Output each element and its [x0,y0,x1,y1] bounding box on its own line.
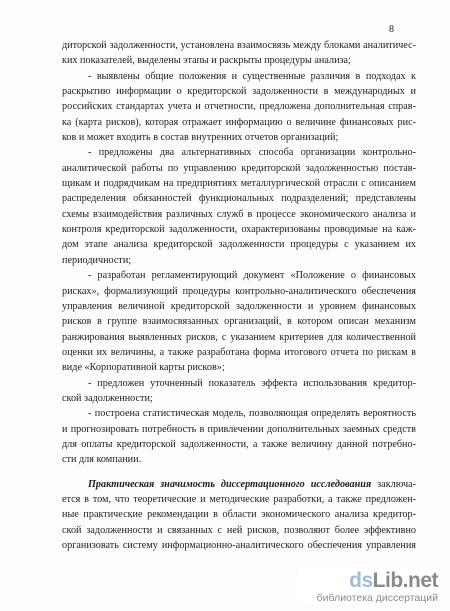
page-number: 8 [389,24,394,35]
text-line: распределения обязанностей функциональных подразделений; представлены [62,193,416,205]
dslib-watermark [298,569,440,605]
text-line: организовать систему информационно-аналитического обеспечения управления [62,540,416,551]
text-line: дом этапе анализа кредиторской задолженности процедуры с указанием их [62,239,416,251]
text-line: периодичности; [62,254,132,266]
practical-significance-paragraph [62,492,416,553]
text-line: ранжирования выявленных рисков, с указанием критериев для количественной [62,331,416,343]
text-line: - выявлены общие положения и существенные различия в подходах к [88,70,416,82]
text-line: - разработан регламентирующий документ «Положение о финансовых [88,270,416,282]
text-line: - предложен уточненный показатель эффекта использования кредитор- [88,377,416,389]
logo-prefix: ds [349,569,373,592]
watermark-subtitle: библиотека диссертаций [316,592,438,604]
body-text [62,38,416,553]
text-line: российских стандартах учета и отчетности, предложена дополнительная справ- [62,101,416,113]
dslib-logo [349,569,438,593]
text-line: и прогнозировать потребность в привлечении дополнительных заемных средств [62,423,416,435]
text-line: - построена статистическая модель, позволяющая определять вероятность [88,408,416,420]
text-line: рисках», формализующий процедуры контрольно-аналитического обеспечения [62,285,416,297]
text-line: ких показателей, выделены этапы и раскрыты процедуры анализа; [62,55,351,67]
text-line: управления величиной кредиторской задолженности и уровнем финансовых [62,300,416,312]
text-line: раскрытию информации о кредиторской задолженности в международных и [62,86,416,98]
numbered-findings-list [62,38,416,468]
text-line: щикам и подрядчикам на предприятиях металлургической отрасли с описанием [62,178,416,190]
text-line: ской задолженности; [62,392,153,404]
text-line: ные практические рекомендации в области экономического анализа кредитор- [62,509,416,521]
text-line: ской задолженности и связанных с ней рисков, позволяют более эффективно [62,524,416,536]
text-line: схемы взаимодействия различных служб в процессе экономического анализа и [62,208,416,220]
text-line: ка (карта рисков), которая отражает информацию о величине финансовых рис- [62,116,416,128]
practical-significance-heading: Практическая значимость диссертационного исследования [88,478,372,490]
text-line: - предложены два альтернативных способа организации контрольно- [88,147,416,159]
text-line: для оплаты кредиторской задолженности, а также величину данной потребно- [62,438,416,450]
text-line: оценки их величины, а также разработана форма итогового отчета по рискам в [62,346,416,358]
text-line: аналитической работы по управлению кредиторской задолженностью постав- [62,162,416,174]
text-line: ется в том, что теоретические и методические разработки, а также предложен- [62,493,416,505]
text-line: диторской задолженности, установлена взаимосвязь между блоками аналитичес- [62,40,416,51]
text-line: ков и может входить в состав внутренних отчетов организаций; [62,132,339,144]
text-line: контроля кредиторской задолженности, охарактеризованы проводимые на каж- [62,224,416,236]
text-line: виде «Корпоративной карты рисков»; [62,362,225,374]
text-line: сти для компании. [62,454,142,466]
text-line: рисков в группе взаимосвязанных организаций, в котором описан механизм [62,316,416,328]
practical-significance-first-line [62,477,416,492]
logo-suffix: Lib.net [372,569,438,592]
practical-significance-lead: заключа- [371,478,416,490]
